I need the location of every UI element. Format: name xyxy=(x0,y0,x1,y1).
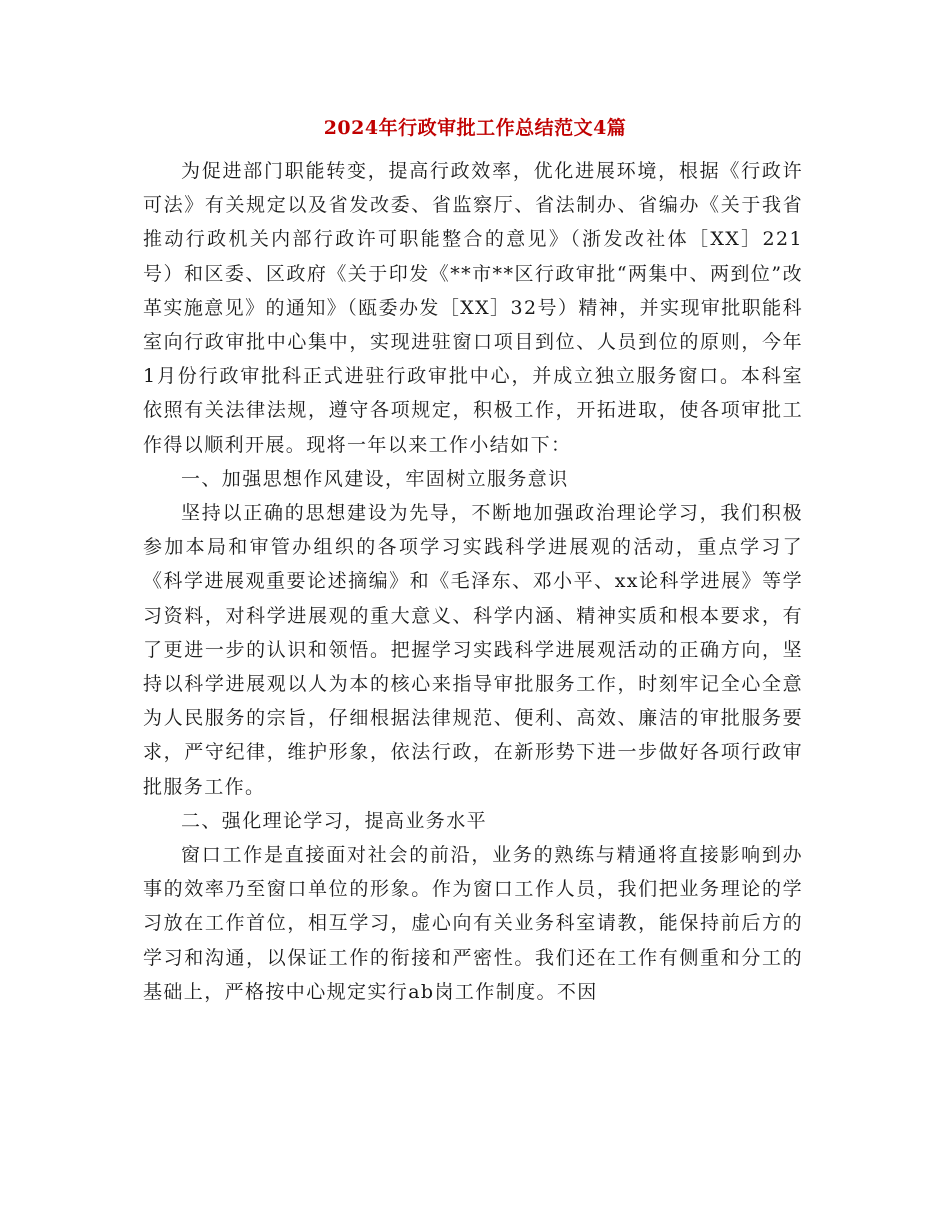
document-title: 2024年行政审批工作总结范文4篇 xyxy=(323,117,627,139)
section-heading-1: 一、加强思想作风建设，牢固树立服务意识 xyxy=(181,467,569,490)
section-heading-2: 二、强化理论学习，提高业务水平 xyxy=(181,809,488,832)
document-body xyxy=(143,154,803,1009)
section-paragraph-2: 窗口工作是直接面对社会的前沿，业务的熟练与精通将直接影响到办事的效率乃至窗口单位的形象。作为窗口工作人员，我们把业务理论的学习放在工作首位，相互学习，虚心向有关业务科室请教，能保持前后方的学习和沟通，以保证工作的衔接和严密性。我们还在工作有侧重和分工的基础上，严格按中心规定实行ab岗工作制度。不因 xyxy=(143,844,803,1003)
intro-paragraph: 为促进部门职能转变，提高行政效率，优化进展环境，根据《行政许可法》有关规定以及省发改委、省监察厅、省法制办、省编办《关于我省推动行政机关内部行政许可职能整合的意见》（浙发改社体［XX］221号）和区委、区政府《关于印发《**市**区行政审批“两集中、两到位”改革实施意见》的通知》（瓯委办发［XX］32号）精神，并实现审批职能科室向行政审批中心集中，实现进驻窗口项目到位、人员到位的原则，今年1月份行政审批科正式进驻行政审批中心，并成立独立服务窗口。本科室依照有关法律法规，遵守各项规定，积极工作，开拓进取，使各项审批工作得以顺利开展。现将一年以来工作小结如下： xyxy=(143,160,803,456)
section-paragraph-1: 坚持以正确的思想建设为先导，不断地加强政治理论学习，我们积极参加本局和审管办组织的各项学习实践科学进展观的活动，重点学习了《科学进展观重要论述摘编》和《毛泽东、邓小平、xx论科学进展》等学习资料，对科学进展观的重大意义、科学内涵、精神实质和根本要求，有了更进一步的认识和领悟。把握学习实践科学进展观活动的正确方向，坚持以科学进展观以人为本的核心来指导审批服务工作，时刻牢记全心全意为人民服务的宗旨，仔细根据法律规范、便利、高效、廉洁的审批服务要求，严守纪律，维护形象，依法行政，在新形势下进一步做好各项行政审批服务工作。 xyxy=(143,502,803,798)
